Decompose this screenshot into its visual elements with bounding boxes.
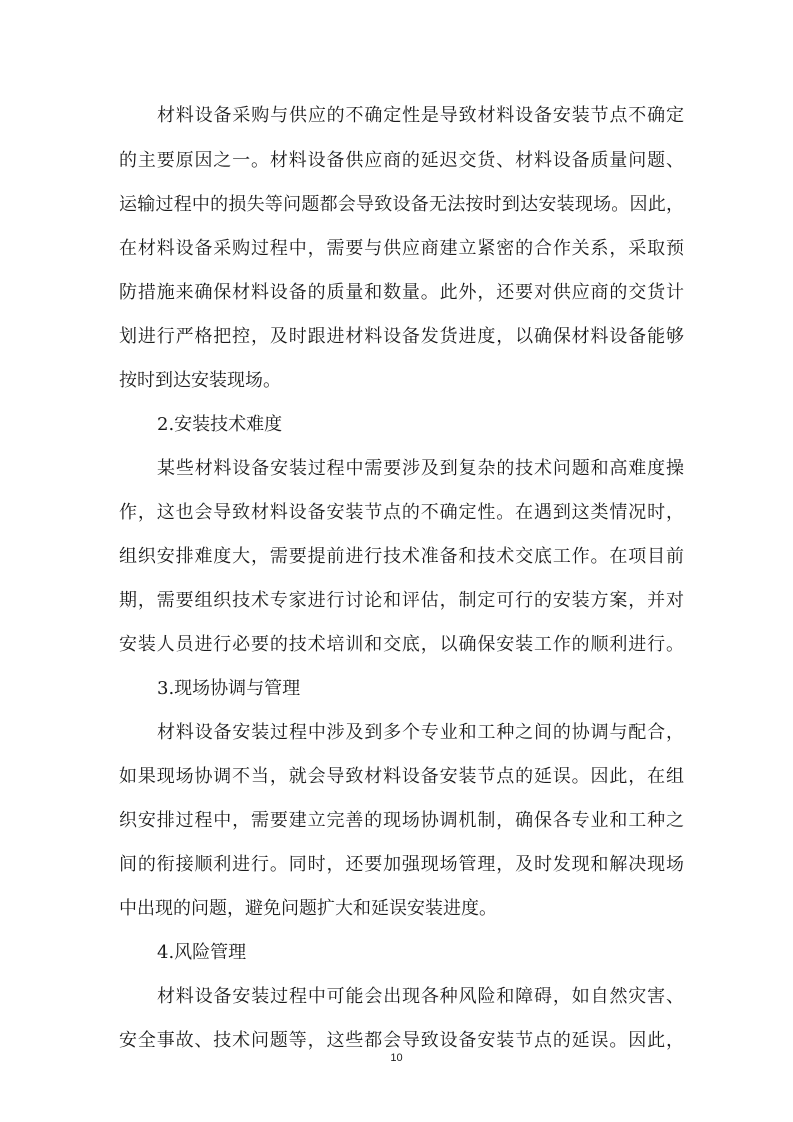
paragraph-line: 期，需要组织技术专家进行讨论和评估，制定可行的安装方案，并对 <box>119 590 684 611</box>
paragraph-line: 安全事故、技术问题等，这些都会导致设备安装节点的延误。因此， <box>119 1030 684 1051</box>
section-heading: 4.风险管理 <box>157 942 247 963</box>
paragraph-line: 如果现场协调不当，就会导致材料设备安装节点的延误。因此，在组 <box>119 766 684 787</box>
paragraph-line: 防措施来确保材料设备的质量和数量。此外，还要对供应商的交货计 <box>119 282 684 303</box>
paragraph-line: 某些材料设备安装过程中需要涉及到复杂的技术问题和高难度操 <box>157 458 684 479</box>
paragraph-line: 的主要原因之一。材料设备供应商的延迟交货、材料设备质量问题、 <box>119 150 684 171</box>
section-heading: 2.安装技术难度 <box>157 414 283 435</box>
paragraph-line: 织安排过程中，需要建立完善的现场协调机制，确保各专业和工种之 <box>119 810 684 831</box>
paragraph-line: 材料设备安装过程中可能会出现各种风险和障碍，如自然灾害、 <box>157 986 684 1007</box>
paragraph-line: 组织安排难度大，需要提前进行技术准备和技术交底工作。在项目前 <box>119 546 684 567</box>
paragraph-line: 在材料设备采购过程中，需要与供应商建立紧密的合作关系，采取预 <box>119 238 684 259</box>
paragraph-line: 划进行严格把控，及时跟进材料设备发货进度，以确保材料设备能够 <box>119 326 684 347</box>
paragraph-line: 中出现的问题，避免问题扩大和延误安装进度。 <box>119 898 497 919</box>
page-number: 10 <box>390 1052 403 1064</box>
paragraph-line: 材料设备安装过程中涉及到多个专业和工种之间的协调与配合， <box>157 722 684 743</box>
paragraph-line: 间的衔接顺利进行。同时，还要加强现场管理，及时发现和解决现场 <box>119 854 684 875</box>
paragraph-line: 运输过程中的损失等问题都会导致设备无法按时到达安装现场。因此， <box>119 194 684 215</box>
paragraph-line: 材料设备采购与供应的不确定性是导致材料设备安装节点不确定 <box>157 105 684 126</box>
section-heading: 3.现场协调与管理 <box>157 678 301 699</box>
paragraph-line: 安装人员进行必要的技术培训和交底，以确保安装工作的顺利进行。 <box>119 634 684 655</box>
paragraph-line: 按时到达安装现场。 <box>119 370 281 391</box>
paragraph-line: 作，这也会导致材料设备安装节点的不确定性。在遇到这类情况时， <box>119 502 684 523</box>
